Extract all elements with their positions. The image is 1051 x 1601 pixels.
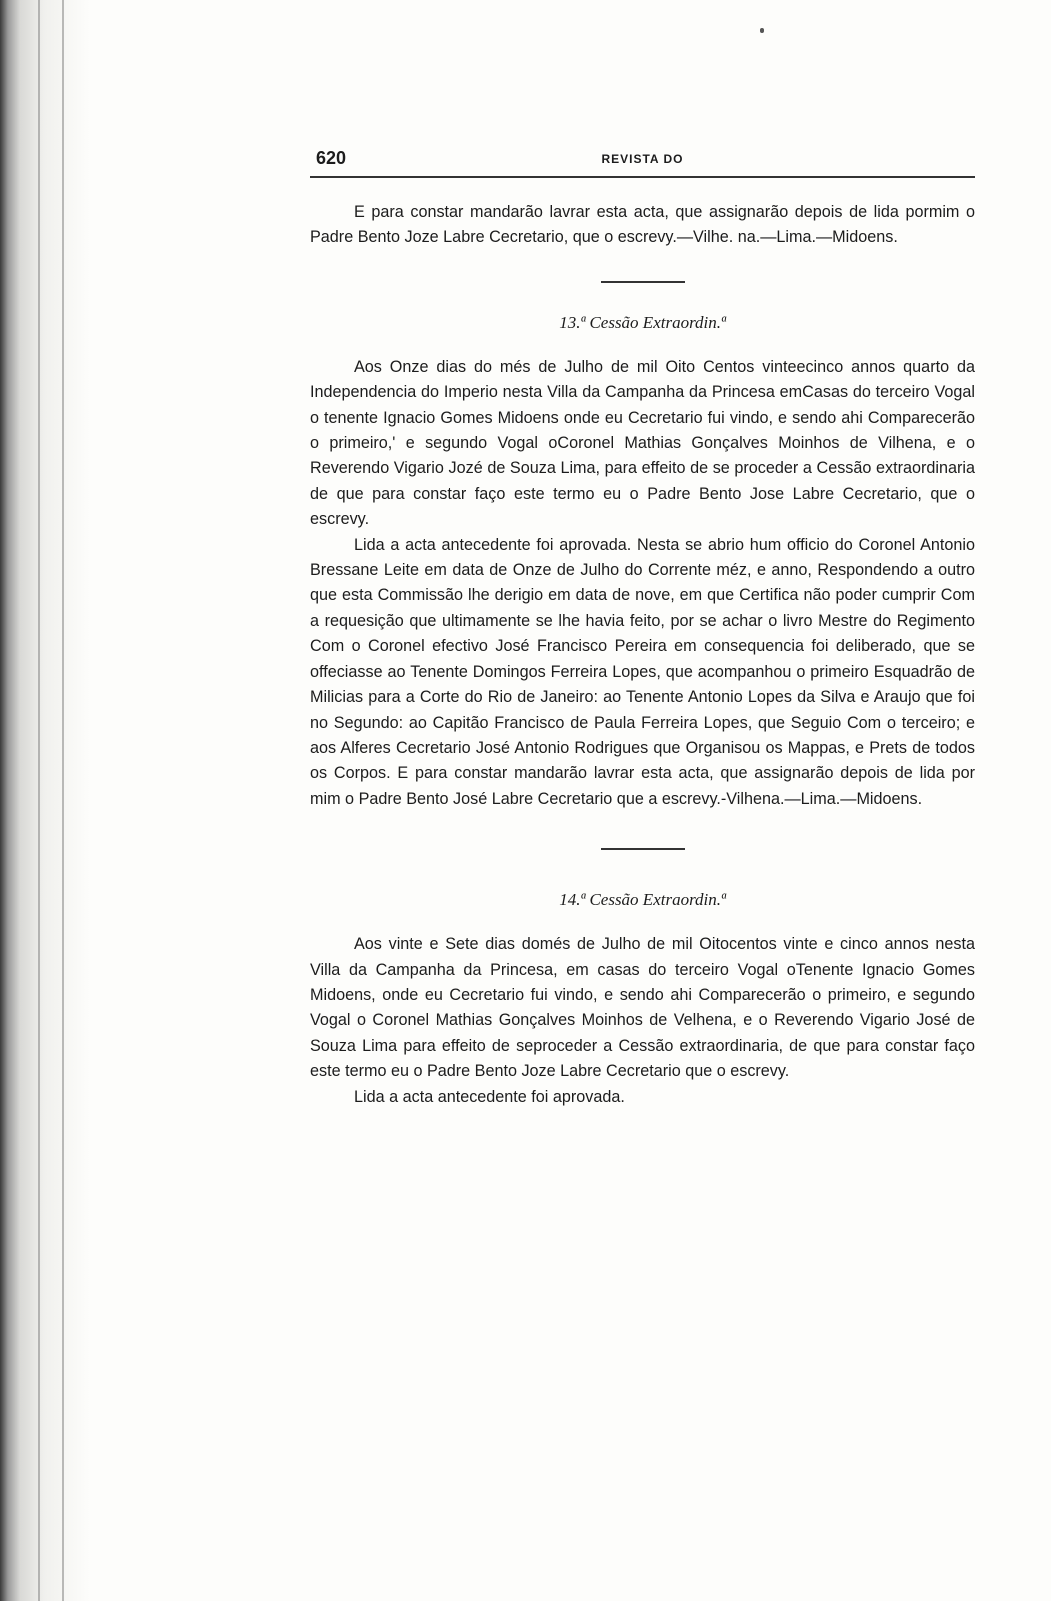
binding-line bbox=[62, 0, 64, 1601]
section-13-paragraph-1: Aos Onze dias do més de Julho de mil Oito Centos vinteecinco annos quarto da Independencia do Imperio nesta Villa da Campanha da Princesa emCasas do terceiro Vogal o tenente Ignacio Gomes Midoens onde eu Cecretario fui vindo, e sendo ahi Comparecerão o primeiro,' e segundo Vogal oCoronel Mathias Gonçalves Moinhos de Vilhena, e o Reverendo Vigario Jozé de Souza Lima, para effeito de se proceder a Cessão extraordinaria de que para constar faço este termo eu o Padre Bento Jose Labre Cecretario, que o escrevy. bbox=[310, 357, 975, 529]
binding-line bbox=[38, 0, 40, 1601]
page-binding-edge bbox=[0, 0, 90, 1601]
section-title-13: 13.ª Cessão Extraordin.ª bbox=[559, 312, 726, 332]
section-divider bbox=[601, 281, 685, 283]
opening-paragraph: E para constar mandarão lavrar esta acta, que assignarão depois de lida pormim o Padre Bento Joze Labre Cecretario, que o escrevy.—Vilhe. na.—Lima.—Midoens. bbox=[310, 203, 975, 247]
print-speck bbox=[760, 28, 764, 33]
document-page bbox=[310, 140, 975, 1110]
section-13-paragraph-2: Lida a acta antecedente foi aprovada. Nesta se abrio hum officio do Coronel Antonio Bressane Leite em data de Onze de Julho do Corrente méz, e anno, Respondendo a outro que esta Commissão lhe derigio em data de nove, em que Certifica não poder cumprir Com a requesição que ultimamente se lhe havia feito, por se achar o livro Mestre do Regimento Com o Coronel efectivo José Francisco Pereira em consequencia foi deliberado, que se offeciasse ao Tenente Domingos Ferreira Lopes, que acompanhou o primeiro Esquadrão de Milicias para a Corte do Rio de Janeiro: ao Tenente Antonio Lopes da Silva e Araujo que foi no Segundo: ao Capitão Francisco de Paula Ferreira Lopes, que Seguio Com o terceiro; e aos Alferes Cecretario José Antonio Rodrigues que Organisou os Mappas, e Prets de todos os Corpos. E para constar mandarão lavrar esta acta, que assignarão depois de lida por mim o Padre Bento José Labre Cecretario que a escrevy.-Vilhena.—Lima.—Midoens. bbox=[310, 535, 975, 808]
section-title-14: 14.ª Cessão Extraordin.ª bbox=[559, 890, 726, 910]
running-head bbox=[310, 140, 975, 178]
section-divider bbox=[601, 848, 685, 850]
section-14-paragraph-1: Aos vinte e Sete dias domés de Julho de mil Oitocentos vinte e cinco annos nesta Villa da Campanha da Princesa, em casas do terceiro Vogal oTenente Ignacio Gomes Midoens, onde eu Cecretario fui vindo, e sendo ahi Comparecerão o primeiro, e segundo Vogal o Coronel Mathias Gonçalves Moinhos de Velhena, e o Reverendo Vigario José de Souza Lima para effeito de seproceder a Cessão extraordinaria, de que para constar faço este termo eu o Padre Bento Joze Labre Cecretario que o escrevy. bbox=[310, 935, 975, 1081]
section-14-paragraph-2: Lida a acta antecedente foi aprovada. bbox=[354, 1087, 625, 1106]
running-head-title: REVISTA DO bbox=[601, 152, 684, 166]
page-number: 620 bbox=[316, 148, 347, 168]
